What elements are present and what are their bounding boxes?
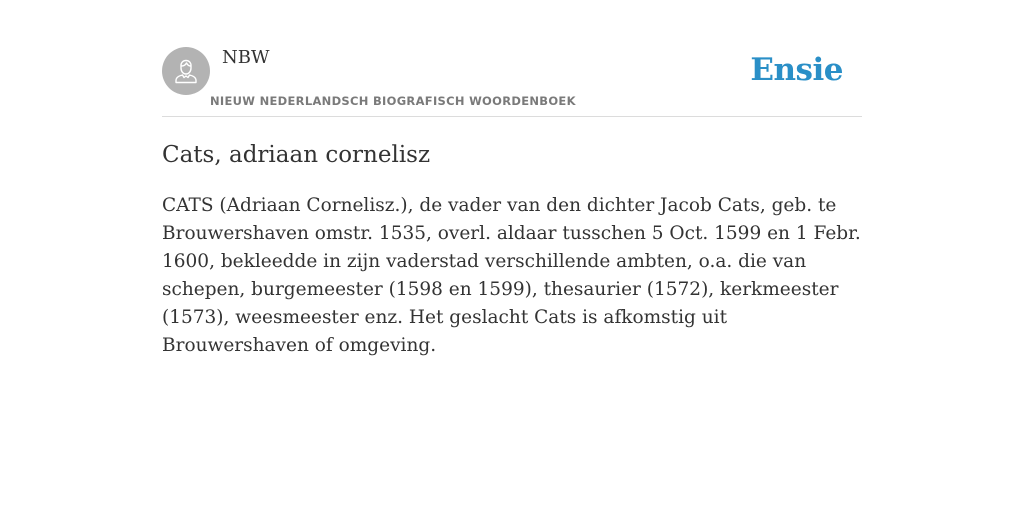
ensie-logo[interactable]: Ensie: [750, 52, 843, 88]
source-name[interactable]: NBW: [222, 47, 270, 68]
source-avatar[interactable]: [162, 47, 210, 95]
entry-title: Cats, adriaan cornelisz: [162, 142, 431, 168]
source-full-name[interactable]: NIEUW NEDERLANDSCH BIOGRAFISCH WOORDENBOEK: [210, 94, 576, 108]
user-silhouette-icon: [171, 56, 201, 86]
entry-body: CATS (Adriaan Cornelisz.), de vader van den dichter Jacob Cats, geb. te Brouwershaven omstr. 1535, overl. aldaar tusschen 5 Oct. 1599 en 1 Febr. 1600, bekleedde in zijn vaderstad verschillende ambten, o.a. die van schepen, burgemeester (1598 en 1599), thesaurier (1572), kerkmeester (1573), weesmeester enz. Het geslacht Cats is afkomstig uit Brouwershaven of omgeving.: [162, 195, 861, 356]
source-header: [162, 46, 862, 117]
